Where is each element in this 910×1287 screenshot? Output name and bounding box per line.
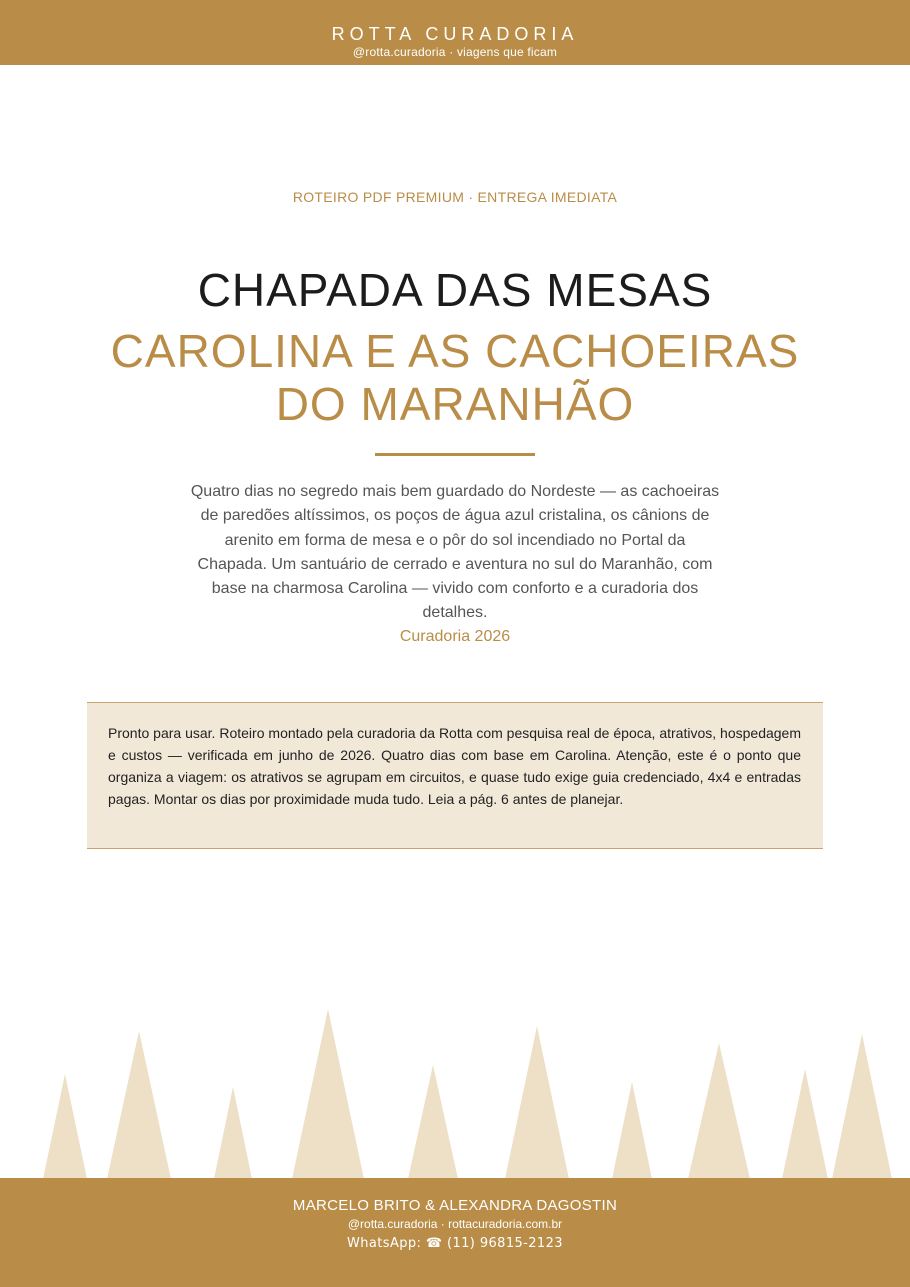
peak-7 <box>612 1082 652 1179</box>
peak-3 <box>214 1087 252 1179</box>
brand-name: ROTTA CURADORIA <box>331 24 579 44</box>
notice-text: Pronto para usar. Roteiro montado pela curadoria da Rotta com pesquisa real de época, atrativos, hospedagem e custos — verificada em junho de 2026. Quatro dias com base em Carolina. Atenção, este é o ponto que organiza a viagem: os atrativos se agrupam em circuitos, e quase tudo exige guia credenciado, 4x4 e entradas pagas. Montar os dias por proximidade muda tudo. Leia a pág. 6 antes de planejar. <box>108 725 801 807</box>
footer-whatsapp: WhatsApp: ☎ (11) 96815-2123 <box>347 1236 563 1251</box>
page-title: CHAPADA DAS MESAS <box>197 264 713 316</box>
peak-5 <box>408 1065 458 1179</box>
peak-1 <box>43 1074 87 1179</box>
notice-box <box>87 702 823 849</box>
peak-10 <box>832 1034 892 1179</box>
page-subtitle: CAROLINA E AS CACHOEIRAS DO MARANHÃO <box>110 325 800 430</box>
peak-8 <box>688 1043 750 1179</box>
peak-6 <box>505 1026 569 1179</box>
footer-links: @rotta.curadoria · rottacuradoria.com.br <box>347 1217 563 1231</box>
peak-2 <box>107 1031 171 1179</box>
title-divider <box>375 453 535 456</box>
cover-kicker: ROTEIRO PDF PREMIUM · ENTREGA IMEDIATA <box>292 189 618 205</box>
intro-paragraph: Quatro dias no segredo mais bem guardado do Nordeste — as cachoeiras de paredões altíssimos, os poços de água azul cristalina, os cânions de arenito em forma de mesa e o pôr do sol incendiado no Portal da Chapada. Um santuário de cerrado e aventura no sul do Maranhão, com base na charmosa Carolina — vivido com conforto e a curadoria dos detalhes. <box>190 483 720 622</box>
mesa-peaks-illustration <box>0 1000 910 1179</box>
peak-9 <box>782 1069 828 1179</box>
brand-tagline: @rotta.curadoria · viagens que ficam <box>352 45 558 59</box>
top-brand-bar <box>0 0 910 65</box>
footer-authors: MARCELO BRITO & ALEXANDRA DAGOSTIN <box>292 1197 618 1214</box>
footer-bar <box>0 1178 910 1287</box>
peak-4 <box>292 1009 364 1179</box>
edition-label: Curadoria 2026 <box>399 628 511 645</box>
